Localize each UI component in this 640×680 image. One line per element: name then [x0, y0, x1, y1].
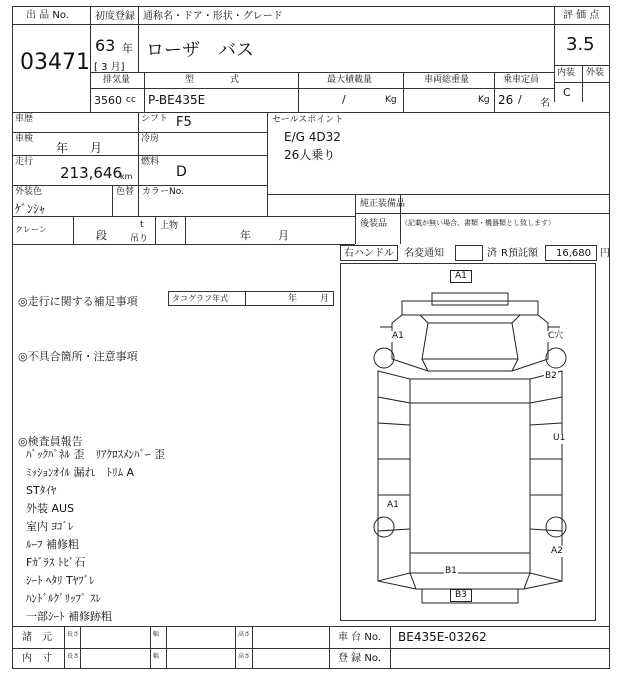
displacement-value: 3560: [94, 94, 122, 107]
inspection-month: 月: [90, 141, 103, 155]
damage-tag-rear-right: A2: [551, 546, 563, 556]
inspection-year: 年: [56, 141, 69, 155]
upper-body-year: 年: [240, 229, 251, 242]
crane-label: クレーン: [15, 225, 47, 234]
ac-label: 冷房: [141, 134, 160, 144]
sales-point-label: セールスポイント: [272, 115, 344, 125]
tacho-month: 月: [320, 294, 330, 304]
exterior-color-label: 外装色: [15, 187, 43, 197]
inspector-line: 一部ｼｰﾄ 補修跡粗: [26, 610, 112, 623]
gross-weight-unit: Kg: [478, 95, 490, 105]
sales-point-line-2: 26人乗り: [284, 148, 336, 162]
inspection-label: 車検: [15, 134, 34, 144]
color-no-label: カラーNo.: [142, 187, 184, 197]
mileage-unit: km: [120, 172, 133, 181]
displacement-label: 排気量: [103, 75, 131, 85]
genuine-equipment-label: 純正装備品: [360, 199, 406, 209]
inspector-line: ﾊﾞｯｸﾊﾟﾈﾙ 歪 ﾘｱｸﾛｽﾒﾝﾊﾞｰ 歪: [26, 448, 165, 461]
aftermarket-note: （記載が無い場合、書類・機器類とし致します）: [401, 219, 555, 227]
interior-length-label: 長さ: [67, 653, 80, 660]
interior-grade: C: [563, 86, 571, 99]
handle-side: 右ハンドル: [344, 248, 394, 259]
damage-tag-mid-right: B2: [545, 371, 557, 381]
exterior-color-value: ｹﾞﾝｼｬ: [15, 202, 46, 216]
driving-notes-label: ◎走行に関する補足事項: [18, 295, 138, 308]
max-load-label: 最大積載量: [327, 75, 373, 85]
damage-tag-rear-center: B1: [445, 566, 457, 576]
sales-point-line-1: E/G 4D32: [284, 130, 341, 144]
mileage-label: 走行: [15, 157, 34, 167]
shift-value: F5: [176, 115, 192, 130]
chassis-no-label: 車 台 No.: [338, 632, 381, 643]
inspector-line: ﾙｰﾌ 補修粗: [26, 538, 79, 551]
damage-tag-front-top: A1: [450, 270, 472, 283]
displacement-unit: cc: [126, 95, 136, 105]
exterior-grade-label: 外装: [586, 68, 605, 78]
interior-grade-label: 内装: [557, 68, 576, 78]
name-change-box: [455, 245, 483, 261]
dims-width-label: 幅: [153, 631, 160, 638]
lot-no: 03471: [20, 50, 90, 75]
name-change-value: 済: [487, 248, 497, 259]
shift-label: シフト: [141, 114, 169, 124]
dims-height-label: 高さ: [238, 631, 251, 638]
car-name: ローザ バス: [146, 40, 254, 61]
inspector-line: ﾊﾝﾄﾞﾙｸﾞﾘｯﾌﾟ ｽﾚ: [26, 592, 101, 605]
fuel-label: 燃料: [141, 157, 160, 167]
score: 3.5: [566, 34, 595, 55]
damage-tag-rear-bottom: B3: [450, 589, 472, 602]
fuel-value: D: [176, 164, 187, 180]
capacity-slash: /: [518, 93, 522, 106]
capacity-unit: 名: [540, 98, 550, 109]
crane-hanging: 吊り: [130, 234, 149, 244]
dims-label: 諸 元: [22, 632, 52, 643]
aftermarket-label: 後装品: [360, 219, 388, 229]
crane-stages: 段: [96, 229, 107, 242]
recycle-label: R預託額: [501, 248, 538, 259]
inspector-line: ｼｰﾄ ﾍﾀﾘ Tﾔﾌﾞﾚ: [26, 574, 95, 587]
model-value: P-BE435E: [148, 93, 206, 107]
tacho-label: タコグラフ年式: [172, 294, 228, 303]
dims-length-label: 長さ: [67, 631, 80, 638]
upper-body-month: 月: [278, 229, 289, 242]
inspector-line: 外装 AUS: [26, 502, 75, 515]
capacity-value: 26: [498, 93, 514, 107]
damage-tag-rear-left: A1: [387, 500, 399, 510]
max-load-unit: Kg: [385, 95, 397, 105]
interior-height-label: 高さ: [238, 653, 251, 660]
model-label: 型 式: [185, 75, 240, 85]
upper-body-label: 上物: [160, 221, 179, 231]
damage-tag-front-right: C穴: [548, 331, 564, 341]
inspector-line: 室内 ﾖｺﾞﾚ: [26, 520, 74, 533]
gross-weight-label: 車両総重量: [424, 75, 470, 85]
registration-year: 63: [95, 36, 116, 55]
mileage-value: 213,646: [60, 164, 123, 182]
inspector-line: STﾀｲﾔ: [26, 484, 57, 497]
recycle-value: 16,680: [556, 248, 591, 259]
registration-month: [ 3 月]: [94, 62, 125, 73]
chassis-no-value: BE435E-03262: [398, 630, 487, 644]
name-change-label: 名変通知: [404, 248, 444, 259]
tacho-year: 年: [288, 294, 298, 304]
inspector-line: Fｶﾞﾗｽ ﾄﾋﾞ石: [26, 556, 86, 569]
first-registration-label: 初度登録: [95, 11, 135, 22]
interior-dims-label: 内 寸: [22, 653, 52, 664]
lot-no-label: 出 品 No.: [26, 10, 69, 21]
registration-year-unit: 年: [122, 42, 133, 55]
damage-tag-side-right: U1: [553, 433, 566, 443]
history-label: 車歴: [15, 114, 34, 124]
inspector-report-label: ◎検査員報告: [18, 435, 83, 448]
crane-tons: t: [140, 220, 144, 230]
registration-no-label: 登 録 No.: [338, 653, 381, 664]
max-load-value: /: [342, 93, 346, 106]
inspector-line: ﾐｯｼｮﾝｵｲﾙ 漏れ ﾄﾘﾑ A: [26, 466, 135, 479]
capacity-label: 乗車定員: [503, 75, 540, 85]
car-name-label: 通称名・ドア・形状・グレード: [143, 11, 283, 22]
score-label: 評 価 点: [563, 10, 600, 21]
color-change-label: 色替: [116, 187, 135, 197]
damage-tag-front-left: A1: [392, 331, 404, 341]
recycle-unit: 円: [600, 248, 610, 259]
defects-label: ◎不具合箇所・注意事項: [18, 350, 138, 363]
interior-width-label: 幅: [153, 653, 160, 660]
